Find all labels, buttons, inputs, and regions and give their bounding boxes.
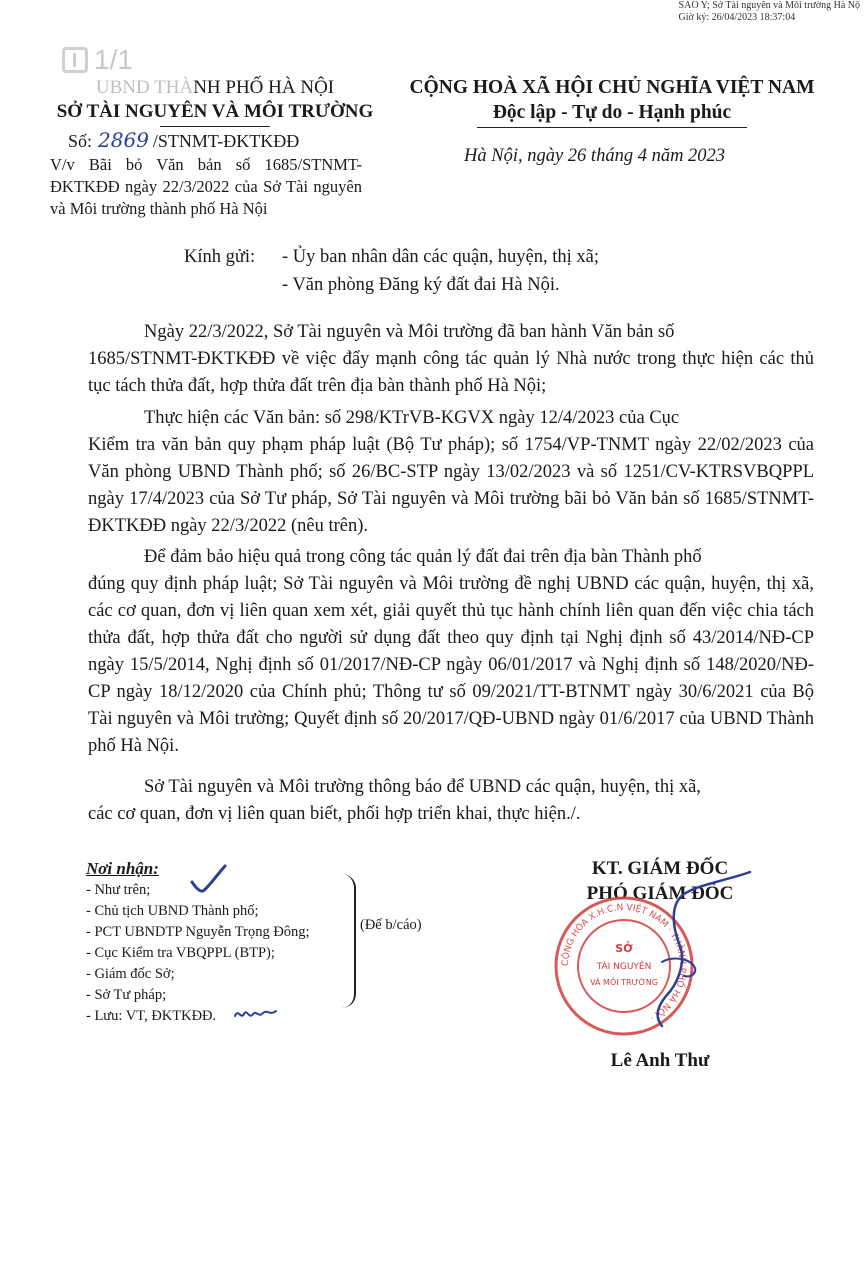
national-motto: Độc lập - Tự do - Hạnh phúc xyxy=(492,102,732,123)
page-panel-icon xyxy=(62,47,88,73)
issuer-underline xyxy=(160,126,270,127)
distribution-item: - Cục Kiểm tra VBQPPL (BTP); xyxy=(86,945,275,961)
issuer-parent-rest: NH PHỐ HÀ NỘI xyxy=(193,77,335,98)
brace-bracket xyxy=(340,874,356,1008)
motto-underline xyxy=(477,127,747,128)
national-header xyxy=(392,76,832,128)
body-paragraph xyxy=(88,405,814,540)
signature-title: KT. GIÁM ĐỐC xyxy=(591,858,729,879)
paragraph-first-line: Sở Tài nguyên và Môi trường thông báo để UBND các quận, huyện, thị xã, xyxy=(144,777,701,797)
doc-number-suffix: /STNMT-ĐKTKĐĐ xyxy=(152,131,300,151)
issuer-name: SỞ TÀI NGUYÊN VÀ MÔI TRƯỜNG xyxy=(56,101,374,122)
stamp-line-signer: SAO Y; Sở Tài nguyên và Môi trường Hà Nộ xyxy=(678,0,860,11)
seal-center-line: TÀI NGUYÊN xyxy=(596,962,652,972)
bracket-note: (Để b/cáo) xyxy=(360,917,422,933)
distribution-item: - Giám đốc Sở; xyxy=(86,966,175,982)
paragraph-rest: đúng quy định pháp luật; Sở Tài nguyên và Môi trường đề nghị UBND các quận, huyện, thị xã, các cơ quan, đơn vị liên quan xem xét, giải quyết thủ tục hành chính liên quan đến việc chia tách thửa đất, hợp thửa đất cho người sử dụng đất theo quy định tại Nghị định số 43/2014/NĐ-CP ngày 15/5/2014, Nghị định số 01/2017/NĐ-CP ngày 06/01/2017 và Nghị định số 148/2020/NĐ-CP ngày 18/12/2020 của Chính phủ; Thông tư số 09/2021/TT-BTNMT ngày 30/6/2021 của Bộ Tài nguyên và Môi trường; Quyết định số 20/2017/QĐ-UBND ngày 01/6/2017 của UBND Thành phố Hà Nội. xyxy=(88,574,814,756)
recipients-label: Kính gửi: xyxy=(184,247,256,267)
doc-number-label: Số: xyxy=(68,131,93,151)
paragraph-rest: Kiểm tra văn bản quy phạm pháp luật (Bộ Tư pháp); số 1754/VP-TNMT ngày 22/02/2023 của Văn phòng UBND Thành phố; số 26/BC-STP ngày 13/02/2023 và số 1251/CV-KTRSVBQPPL ngày 17/4/2023 của Sở Tư pháp, Sở Tài nguyên và Môi trường bãi bỏ Văn bản số 1685/STNMT-ĐKTKĐĐ ngày 22/3/2022 (nêu trên). xyxy=(88,435,814,536)
issuer-parent-prefix: UBND xyxy=(95,77,150,98)
stamp-line-time: Giờ ký: 26/04/2023 18:37:04 xyxy=(678,12,796,23)
recipient-row xyxy=(184,243,599,271)
digital-signature-stamp xyxy=(679,0,860,24)
signer-name: Lê Anh Thư xyxy=(610,1050,710,1071)
doc-number-handwritten: 2869 xyxy=(98,128,149,152)
distribution-item: - Chủ tịch UBND Thành phố; xyxy=(86,903,259,919)
paragraph-first-line: Để đảm bảo hiệu quả trong công tác quản lý đất đai trên địa bàn Thành phố xyxy=(144,547,702,567)
seal-ring-text: CỘNG HÒA X.H.C.N VIỆT NAM · THÀNH PHỐ HÀ NỘI · xyxy=(560,902,688,1023)
seal-center-line: VÀ MÔI TRƯỜNG xyxy=(590,978,658,987)
recipient-item: - Văn phòng Đăng ký đất đai Hà Nội. xyxy=(282,275,560,295)
issuer-parent xyxy=(50,76,380,100)
body-paragraph xyxy=(88,544,814,760)
distribution-item: - Sở Tư pháp; xyxy=(86,987,167,1003)
nation-title: CỘNG HOÀ XÃ HỘI CHỦ NGHĨA VIỆT NAM xyxy=(409,77,815,98)
paragraph-rest: các cơ quan, đơn vị liên quan biết, phối hợp triển khai, thực hiện./. xyxy=(88,804,581,824)
paragraph-first-line: Thực hiện các Văn bản: số 298/KTrVB-KGVX ngày 12/4/2023 của Cục xyxy=(144,408,680,428)
body-paragraph xyxy=(88,319,814,400)
paragraph-first-line: Ngày 22/3/2022, Sở Tài nguyên và Môi trường đã ban hành Văn bản số xyxy=(144,322,675,342)
issuer-block xyxy=(50,76,380,127)
document-number xyxy=(68,128,299,152)
handwritten-signature-icon xyxy=(600,866,760,1036)
page-counter-text: 1/1 xyxy=(94,44,133,75)
page-counter xyxy=(62,44,133,76)
recipient-row xyxy=(184,271,599,299)
handwritten-initials-icon xyxy=(232,1002,278,1026)
recipient-item: - Ủy ban nhân dân các quận, huyện, thị xã; xyxy=(282,247,599,267)
paragraph-rest: 1685/STNMT-ĐKTKĐĐ về việc đẩy mạnh công tác quản lý Nhà nước trong thực hiện các thủ tục tách thửa đất, hợp thửa đất trên địa bàn thành phố Hà Nội; xyxy=(88,349,814,396)
recipients xyxy=(184,243,599,299)
place-date: Hà Nội, ngày 26 tháng 4 năm 2023 xyxy=(464,146,726,166)
distribution-item: - PCT UBNDTP Nguyễn Trọng Đông; xyxy=(86,924,310,940)
document-subject: V/v Bãi bỏ Văn bản số 1685/STNMT-ĐKTKĐĐ ngày 22/3/2022 của Sở Tài nguyên và Môi trường thành phố Hà Nội xyxy=(50,155,362,218)
issuer-parent-faded: THÀ xyxy=(154,77,194,98)
handwritten-check-icon xyxy=(188,862,228,896)
distribution-item: - Như trên; xyxy=(86,882,151,898)
distribution-title: Nơi nhận: xyxy=(86,859,159,878)
seal-center-line: SỞ xyxy=(615,942,633,955)
signature-subtitle: PHÓ GIÁM ĐỐC xyxy=(586,883,734,904)
distribution-item: - Lưu: VT, ĐKTKĐĐ. xyxy=(86,1008,217,1024)
body-paragraph xyxy=(88,774,814,828)
